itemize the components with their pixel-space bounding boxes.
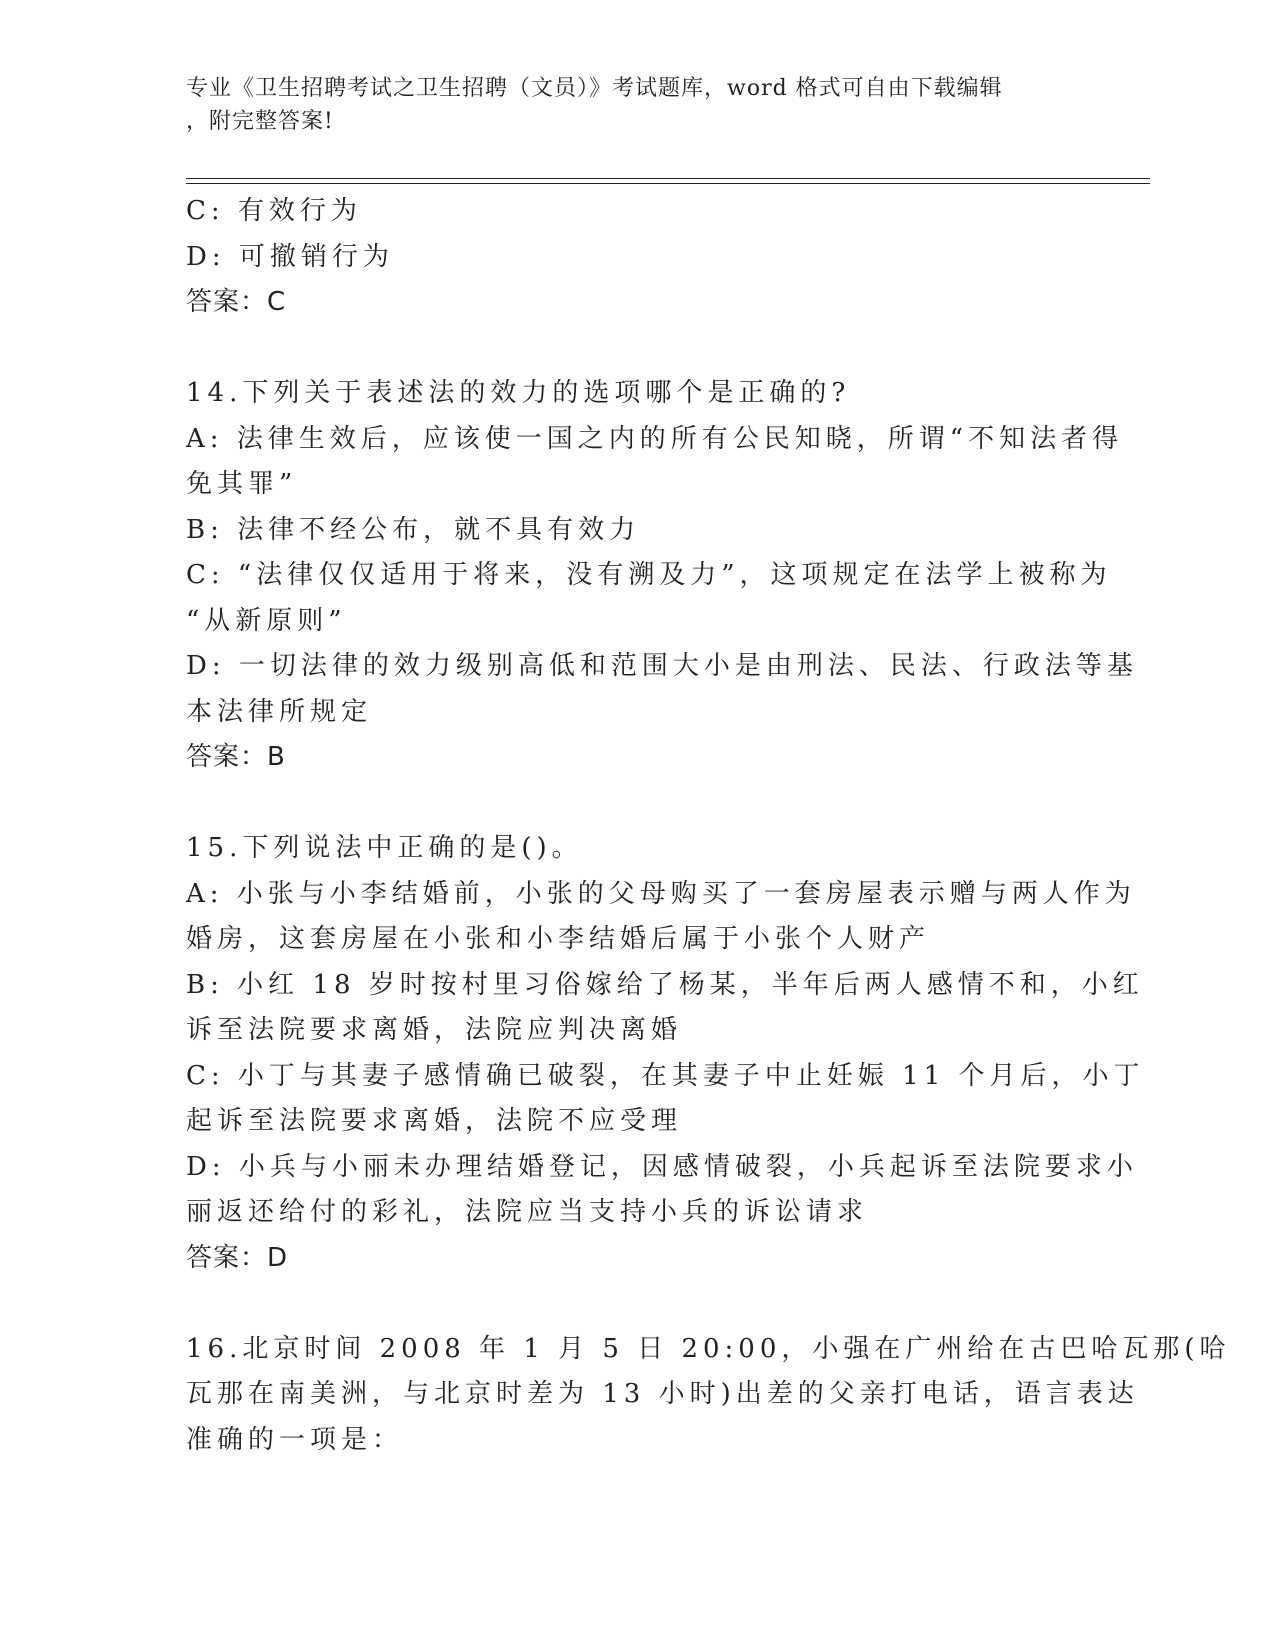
- option-d-cont: 丽返还给付的彩礼，法院应当支持小兵的诉讼请求: [186, 1197, 869, 1227]
- spacer: [186, 781, 1066, 827]
- header-line-1: 专业《卫生招聘考试之卫生招聘（文员）》考试题库，word 格式可自由下载编辑: [186, 76, 1003, 101]
- option-d: D: 小兵与小丽未办理结婚登记，因感情破裂，小兵起诉至法院要求小: [186, 1151, 1138, 1182]
- answer: 答案：D: [186, 1242, 289, 1273]
- question-16: [186, 1327, 1231, 1464]
- option-a-cont: 婚房，这套房屋在小张和小李结婚后属于小张个人财产: [186, 924, 931, 954]
- option-b: B: 法律不经公布，就不具有效力: [186, 514, 641, 545]
- header-rule-bottom: [186, 183, 1150, 184]
- option-a-cont: 免其罪”: [186, 469, 298, 499]
- option-b: B: 小红 18 岁时按村里习俗嫁给了杨某，半年后两人感情不和，小红: [186, 969, 1144, 1000]
- question-stem: 14.下列关于表述法的效力的选项哪个是正确的?: [186, 378, 851, 408]
- question-stem: 15.下列说法中正确的是()。: [186, 833, 583, 863]
- question-stem-cont: 准确的一项是：: [186, 1424, 404, 1455]
- question-13-continued: [186, 189, 1066, 326]
- question-14: [186, 371, 1138, 781]
- option-b-cont: 诉至法院要求离婚，法院应判决离婚: [186, 1015, 683, 1045]
- answer: 答案：B: [186, 742, 286, 772]
- option-a: A: 小张与小李结婚前，小张的父母购买了一套房屋表示赠与两人作为: [186, 878, 1136, 909]
- option-c-cont: 起诉至法院要求离婚，法院不应受理: [186, 1106, 683, 1136]
- option-d: D: 一切法律的效力级别高低和范围大小是由刑法、民法、行政法等基: [186, 651, 1138, 681]
- question-stem-cont: 瓦那在南美洲，与北京时差为 13 小时)出差的父亲打电话，语言表达: [186, 1379, 1139, 1409]
- answer: 答案：C: [186, 287, 287, 317]
- option-c: C: “法律仅仅适用于将来，没有溯及力”，这项规定在法学上被称为: [186, 560, 1112, 590]
- option-d: D: 可撤销行为: [186, 241, 394, 272]
- header-line-2: ，附完整答案!: [186, 109, 334, 134]
- option-c-cont: “从新原则”: [186, 605, 347, 636]
- spacer: [186, 1281, 1066, 1327]
- option-d-cont: 本法律所规定: [186, 696, 373, 727]
- option-c: C: 有效行为: [186, 196, 362, 226]
- question-15: [186, 826, 1145, 1281]
- question-stem: 16.北京时间 2008 年 1 月 5 日 20:00，小强在广州给在古巴哈瓦那(哈: [186, 1333, 1231, 1364]
- header-rule-top: [186, 178, 1150, 179]
- page-header: [186, 72, 1086, 138]
- option-c: C: 小丁与其妻子感情确已破裂，在其妻子中止妊娠 11 个月后，小丁: [186, 1060, 1145, 1091]
- document-body: [186, 189, 1231, 1463]
- spacer: [186, 326, 1066, 372]
- option-a: A: 法律生效后，应该使一国之内的所有公民知晓，所谓“不知法者得: [186, 423, 1124, 454]
